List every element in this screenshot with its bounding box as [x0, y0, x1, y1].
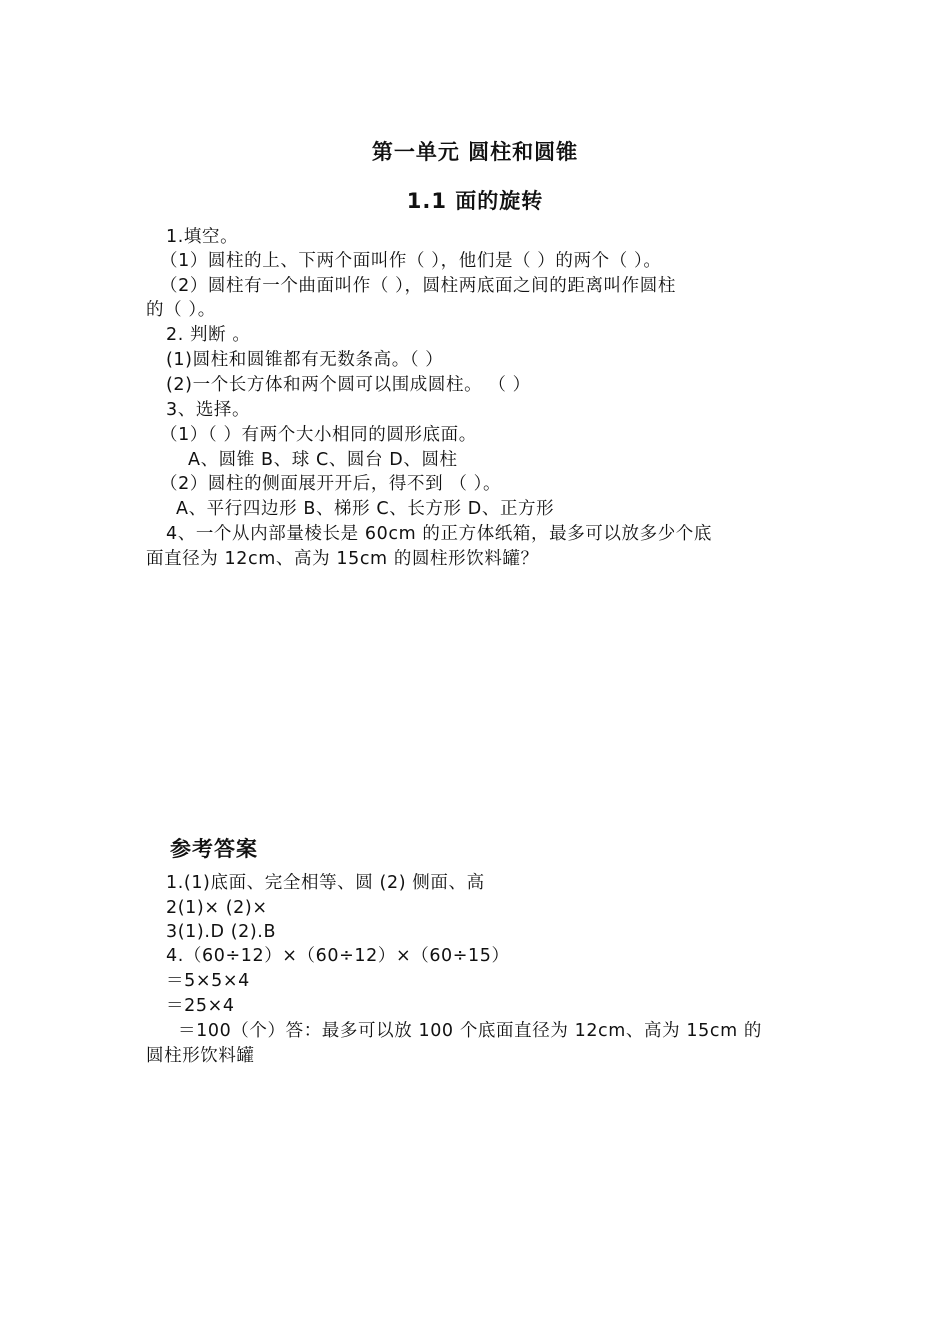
- answer-4-step-3: ＝25×4: [166, 996, 235, 1016]
- answer-4-step-1: 4.（60÷12）×（60÷12）×（60÷15）: [166, 946, 510, 966]
- answer-heading: 参考答案: [170, 837, 258, 861]
- answer-3: 3(1).D (2).B: [166, 922, 277, 942]
- lesson-title: 1.1 面的旋转: [406, 189, 544, 213]
- question-2-heading: 2. 判断 。: [166, 325, 251, 345]
- answer-2: 2(1)× (2)×: [166, 898, 268, 918]
- answer-4-step-4: ＝100（个）答：最多可以放 100 个底面直径为 12cm、高为 15cm 的: [178, 1021, 762, 1041]
- question-3-heading: 3、选择。: [166, 400, 251, 420]
- question-3-2-options: A、平行四边形 B、梯形 C、长方形 D、正方形: [176, 499, 555, 519]
- answer-1: 1.(1)底面、完全相等、圆 (2) 侧面、高: [166, 873, 485, 893]
- answer-4-step-2: ＝5×5×4: [166, 971, 250, 991]
- question-3-2: （2）圆柱的侧面展开开后，得不到 （ ）。: [160, 474, 502, 494]
- answer-4-step-5: 圆柱形饮料罐: [146, 1046, 255, 1066]
- question-4-line-1: 4、一个从内部量棱长是 60cm 的正方体纸箱，最多可以放多少个底: [166, 524, 712, 544]
- question-4-line-2: 面直径为 12cm、高为 15cm 的圆柱形饮料罐？: [146, 549, 539, 569]
- unit-title: 第一单元 圆柱和圆锥: [371, 140, 579, 164]
- question-3-1: （1）（ ）有两个大小相同的圆形底面。: [160, 425, 477, 445]
- question-1-1: （1）圆柱的上、下两个面叫作（ ），他们是（ ）的两个（ ）。: [160, 251, 662, 271]
- question-2-1: (1)圆柱和圆锥都有无数条高。（ ）: [166, 350, 444, 370]
- question-1-2-line-1: （2）圆柱有一个曲面叫作（ ），圆柱两底面之间的距离叫作圆柱: [160, 276, 676, 296]
- question-1-2-line-2: 的（ ）。: [146, 300, 216, 320]
- question-3-1-options: A、圆锥 B、球 C、圆台 D、圆柱: [188, 450, 458, 470]
- question-1-heading: 1.填空。: [166, 227, 239, 247]
- question-2-2: (2)一个长方体和两个圆可以围成圆柱。 （ ）: [166, 375, 531, 395]
